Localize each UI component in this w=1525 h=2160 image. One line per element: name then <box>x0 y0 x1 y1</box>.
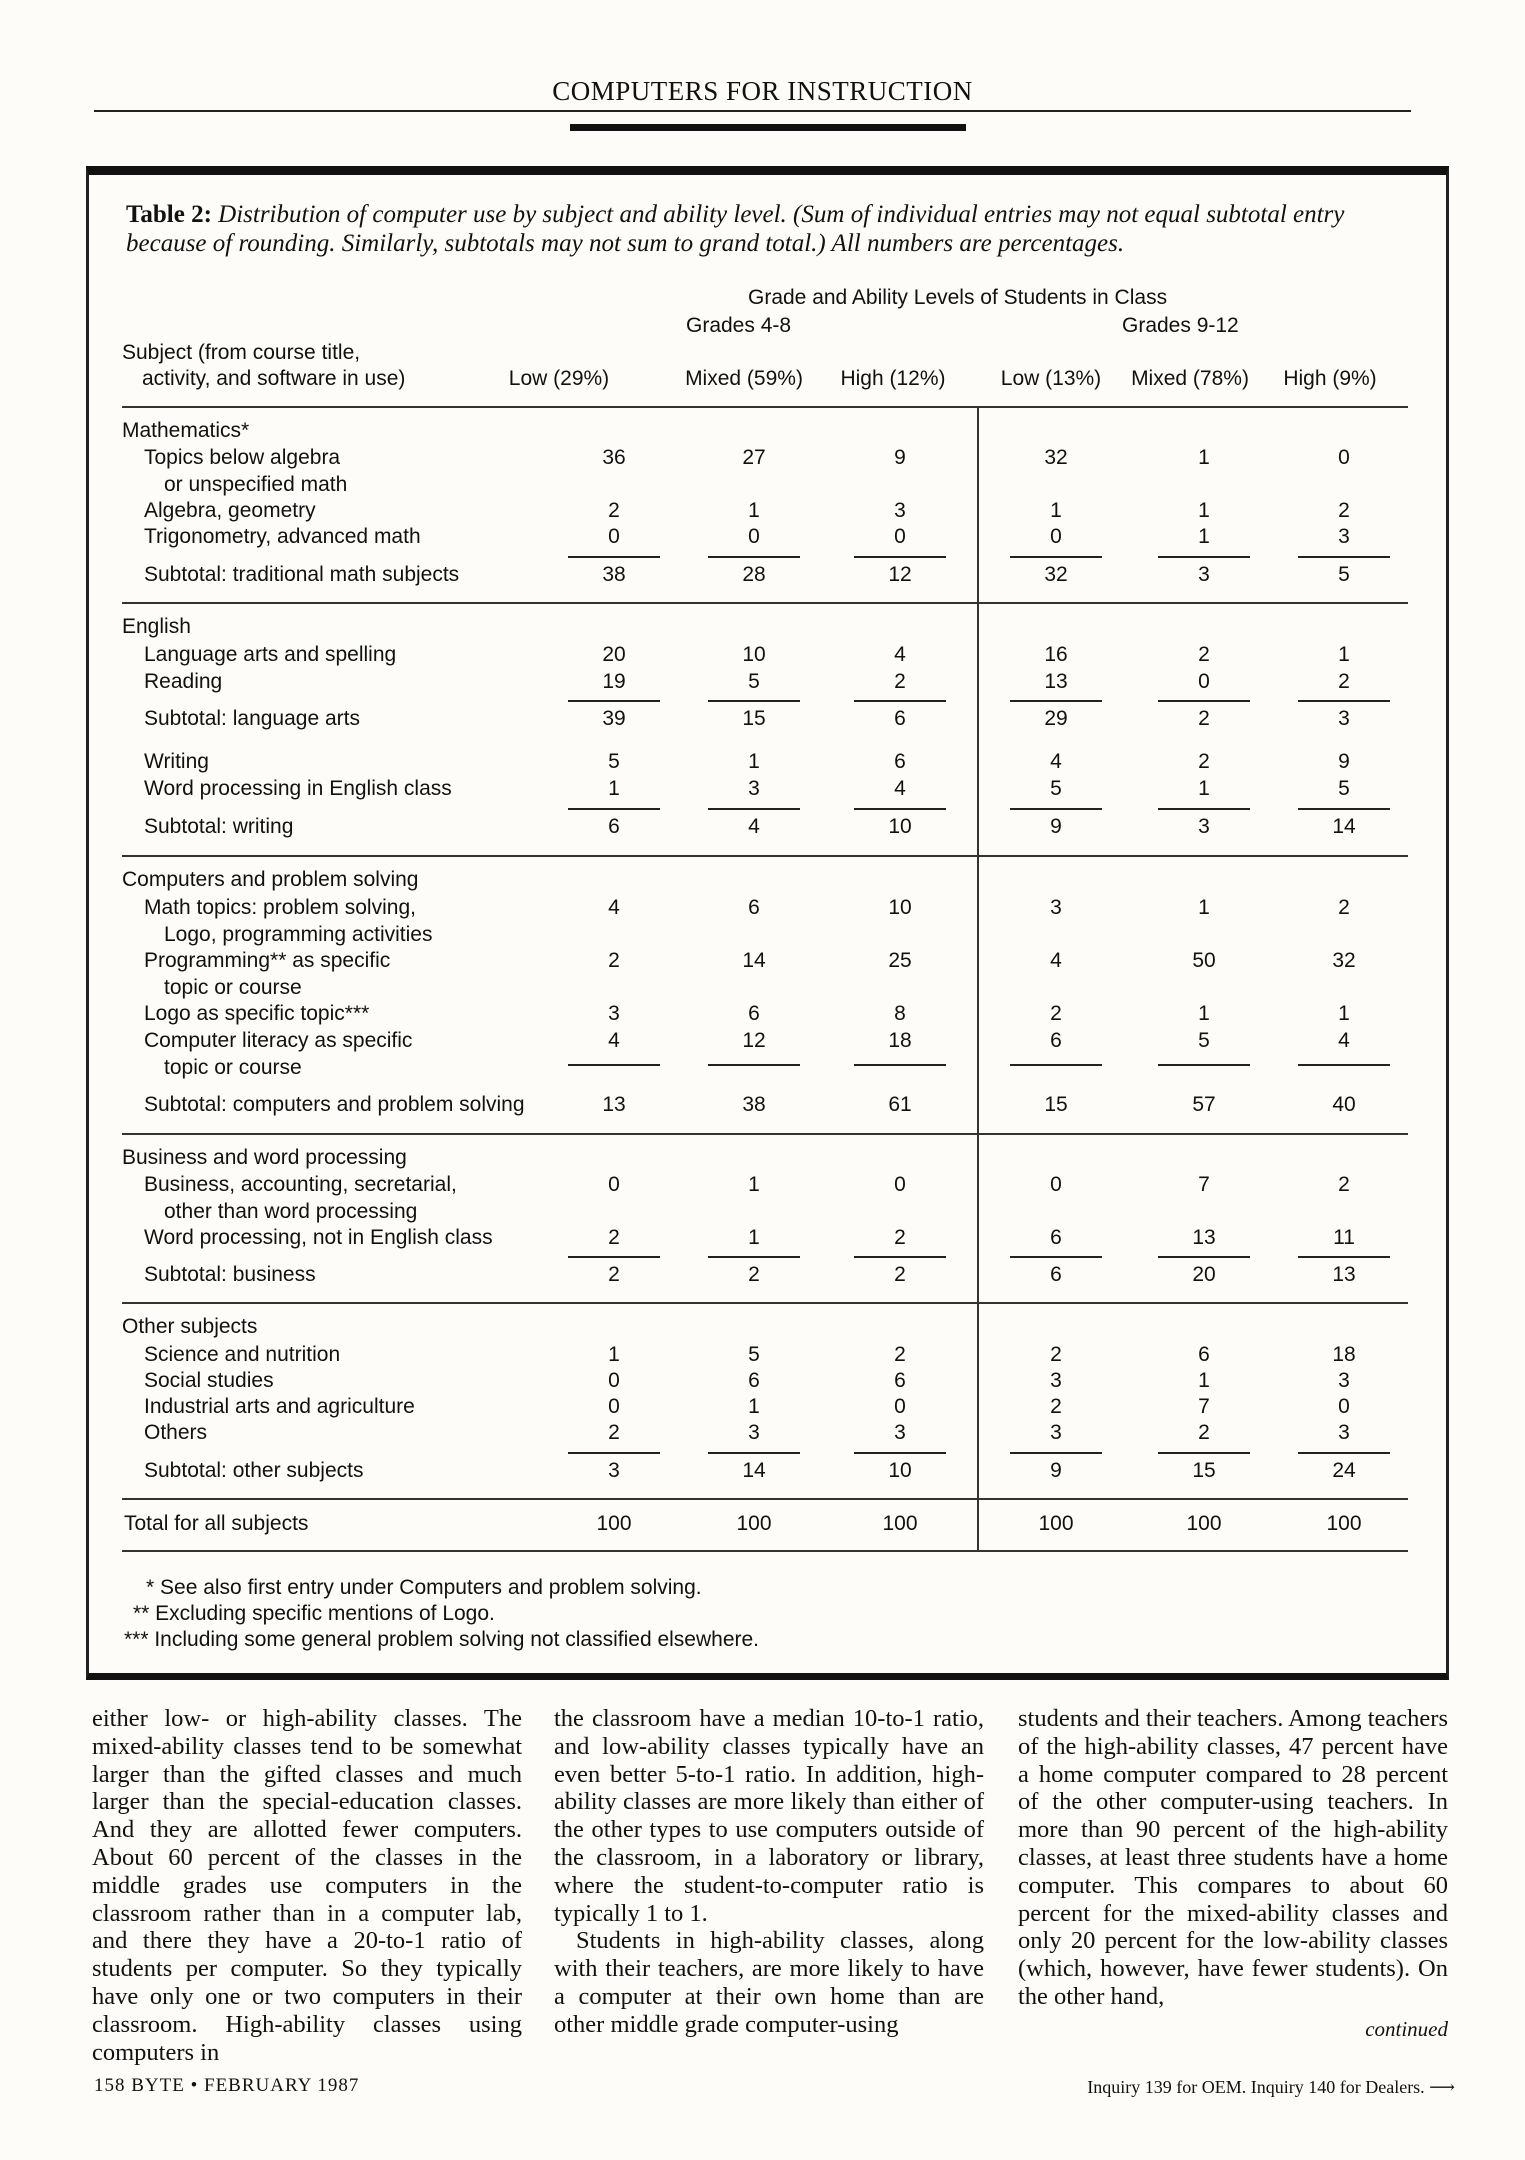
cell: 7 <box>1198 1395 1210 1418</box>
subtotal-rule <box>854 808 946 810</box>
cell: 20 <box>602 643 626 666</box>
subtotal-rule <box>1298 808 1390 810</box>
cell: 28 <box>742 563 766 586</box>
body-column-2 <box>554 1705 984 2039</box>
cell: 0 <box>894 1395 906 1418</box>
cell: 2 <box>1338 670 1350 693</box>
cell: 0 <box>608 1173 620 1196</box>
footnote: * See also first entry under Computers and problem solving. <box>146 1576 702 1599</box>
cell: 5 <box>1338 777 1350 800</box>
cell: 19 <box>602 670 626 693</box>
row-label: Algebra, geometry <box>144 499 316 522</box>
cell: 2 <box>608 499 620 522</box>
subtotal-rule <box>854 700 946 702</box>
cell: 5 <box>748 1343 760 1366</box>
subtotal-rule <box>708 556 800 558</box>
col-header: High (9%) <box>1283 367 1377 390</box>
subtotal-rule <box>1158 1064 1250 1066</box>
cell: 38 <box>742 1093 766 1116</box>
cell: 57 <box>1192 1093 1216 1116</box>
cell: 38 <box>602 563 626 586</box>
cell: 10 <box>742 643 766 666</box>
cell: 0 <box>1050 1173 1062 1196</box>
cell: 100 <box>882 1512 918 1535</box>
cell: 4 <box>1050 750 1062 773</box>
cell: 2 <box>894 1263 906 1286</box>
row-label: Computer literacy as specific <box>144 1029 413 1052</box>
footnote: ** Excluding specific mentions of Logo. <box>133 1602 495 1625</box>
row-label: Subtotal: business <box>144 1263 316 1286</box>
section-title: Mathematics* <box>122 419 250 442</box>
cell: 32 <box>1332 949 1356 972</box>
subtotal-rule <box>1158 700 1250 702</box>
col-header: Low (29%) <box>508 367 610 390</box>
cell: 32 <box>1044 563 1068 586</box>
subtotal-rule <box>568 556 660 558</box>
cell: 1 <box>1198 499 1210 522</box>
cell: 6 <box>748 1369 760 1392</box>
row-label: Subtotal: writing <box>144 815 294 838</box>
cell: 1 <box>608 1343 620 1366</box>
cell: 1 <box>1338 1002 1350 1025</box>
section-title: Business and word processing <box>122 1146 407 1169</box>
table-caption <box>126 200 1406 258</box>
cell: 4 <box>608 1029 620 1052</box>
subtotal-rule <box>1298 556 1390 558</box>
cell: 3 <box>1050 1421 1062 1444</box>
subtotal-rule <box>1158 1452 1250 1454</box>
row-label: Word processing, not in English class <box>144 1226 493 1249</box>
cell: 1 <box>748 750 760 773</box>
cell: 13 <box>1332 1263 1356 1286</box>
cell: 2 <box>1198 750 1210 773</box>
cell: 1 <box>1198 1369 1210 1392</box>
cell: 6 <box>1198 1343 1210 1366</box>
section-divider <box>122 1550 1408 1552</box>
cell: 2 <box>1338 896 1350 919</box>
cell: 18 <box>888 1029 912 1052</box>
section-divider <box>122 1498 1408 1500</box>
header-rule <box>94 110 1411 112</box>
cell: 100 <box>1038 1512 1074 1535</box>
group-header: Grade and Ability Levels of Students in Class <box>748 286 1168 309</box>
cell: 2 <box>1050 1395 1062 1418</box>
subtotal-rule <box>854 556 946 558</box>
cell: 6 <box>894 707 906 730</box>
subtotal-rule <box>1010 1064 1102 1066</box>
cell: 1 <box>748 1226 760 1249</box>
col-header: Low (13%) <box>1000 367 1102 390</box>
cell: 4 <box>748 815 760 838</box>
cell: 100 <box>596 1512 632 1535</box>
header-divider <box>122 406 1408 408</box>
cell: 2 <box>1338 1173 1350 1196</box>
cell: 14 <box>1332 815 1356 838</box>
cell: 3 <box>894 1421 906 1444</box>
cell: 3 <box>1050 896 1062 919</box>
cell: 10 <box>888 896 912 919</box>
cell: 2 <box>1338 499 1350 522</box>
cell: 2 <box>608 1226 620 1249</box>
cell: 2 <box>1198 707 1210 730</box>
cell: 15 <box>1044 1093 1068 1116</box>
cell: 3 <box>608 1459 620 1482</box>
cell: 15 <box>742 707 766 730</box>
row-label: Subtotal: traditional math subjects <box>144 563 460 586</box>
subject-header-line1: Subject (from course title, <box>122 341 361 364</box>
cell: 12 <box>742 1029 766 1052</box>
subtotal-rule <box>568 1256 660 1258</box>
subtotal-rule <box>1158 1256 1250 1258</box>
cell: 2 <box>748 1263 760 1286</box>
cell: 12 <box>888 563 912 586</box>
cell: 3 <box>1338 707 1350 730</box>
section-title: English <box>122 615 191 638</box>
subtotal-rule <box>1298 700 1390 702</box>
cell: 4 <box>894 777 906 800</box>
header-bar <box>570 124 966 131</box>
subtotal-rule <box>708 1256 800 1258</box>
row-label: Subtotal: computers and problem solving <box>144 1093 525 1116</box>
cell: 14 <box>742 1459 766 1482</box>
cell: 1 <box>1050 499 1062 522</box>
cell: 1 <box>1338 643 1350 666</box>
section-divider <box>122 855 1408 857</box>
cell: 6 <box>608 815 620 838</box>
cell: 1 <box>748 1395 760 1418</box>
row-label: Total for all subjects <box>124 1512 309 1535</box>
cell: 1 <box>1198 896 1210 919</box>
subtotal-rule <box>854 1064 946 1066</box>
cell: 100 <box>1186 1512 1222 1535</box>
caption-label: Table 2: <box>126 201 212 228</box>
cell: 100 <box>1326 1512 1362 1535</box>
cell: 6 <box>748 896 760 919</box>
cell: 13 <box>1044 670 1068 693</box>
section-title: Other subjects <box>122 1315 258 1338</box>
cell: 2 <box>1050 1343 1062 1366</box>
cell: 5 <box>748 670 760 693</box>
col-header: High (12%) <box>840 367 946 390</box>
cell: 0 <box>1050 525 1062 548</box>
subtotal-rule <box>1010 700 1102 702</box>
subtotal-rule <box>1298 1452 1390 1454</box>
section-divider <box>122 1302 1408 1304</box>
cell: 40 <box>1332 1093 1356 1116</box>
cell: 18 <box>1332 1343 1356 1366</box>
row-label: Programming** as specific <box>144 949 391 972</box>
cell: 15 <box>1192 1459 1216 1482</box>
cell: 3 <box>894 499 906 522</box>
cell: 2 <box>1198 1421 1210 1444</box>
grade-column-divider <box>977 406 979 1552</box>
cell: 2 <box>894 1226 906 1249</box>
cell: 5 <box>608 750 620 773</box>
cell: 3 <box>748 1421 760 1444</box>
subtotal-rule <box>1010 556 1102 558</box>
row-label: Math topics: problem solving, <box>144 896 416 919</box>
cell: 3 <box>1050 1369 1062 1392</box>
cell: 36 <box>602 446 626 469</box>
cell: 9 <box>1050 815 1062 838</box>
cell: 2 <box>1050 1002 1062 1025</box>
cell: 9 <box>1338 750 1350 773</box>
cell: 5 <box>1338 563 1350 586</box>
cell: 0 <box>1338 1395 1350 1418</box>
running-head: COMPUTERS FOR INSTRUCTION <box>552 76 973 106</box>
body-paragraph: the classroom have a median 10-to-1 ratio, and low-ability classes typically have an even better 5-to-1 ratio. In addition, high-ability classes are more likely than either of the other types to use computers outside of the classroom, in a laboratory or library, where the student-to-computer ratio is typically 1 to 1. <box>554 1705 984 1927</box>
cell: 9 <box>894 446 906 469</box>
section-divider <box>122 602 1408 604</box>
cell: 20 <box>1192 1263 1216 1286</box>
col-header: Mixed (78%) <box>1131 367 1249 390</box>
row-label-cont: topic or course <box>164 1056 302 1079</box>
subtotal-rule <box>708 700 800 702</box>
cell: 6 <box>748 1002 760 1025</box>
cell: 39 <box>602 707 626 730</box>
row-label: Subtotal: other subjects <box>144 1459 364 1482</box>
cell: 50 <box>1192 949 1216 972</box>
cell: 27 <box>742 446 766 469</box>
row-label-cont: other than word processing <box>164 1200 418 1223</box>
cell: 4 <box>608 896 620 919</box>
cell: 2 <box>894 670 906 693</box>
cell: 9 <box>1050 1459 1062 1482</box>
row-label: Language arts and spelling <box>144 643 397 666</box>
cell: 2 <box>608 1421 620 1444</box>
cell: 3 <box>1338 525 1350 548</box>
cell: 2 <box>894 1343 906 1366</box>
row-label: Topics below algebra <box>144 446 341 469</box>
cell: 16 <box>1044 643 1068 666</box>
row-label: Industrial arts and agriculture <box>144 1395 415 1418</box>
cell: 1 <box>608 777 620 800</box>
cell: 1 <box>1198 525 1210 548</box>
cell: 3 <box>1198 563 1210 586</box>
cell: 0 <box>1338 446 1350 469</box>
cell: 4 <box>1050 949 1062 972</box>
cell: 3 <box>608 1002 620 1025</box>
subtotal-rule <box>568 808 660 810</box>
row-label: Reading <box>144 670 223 693</box>
cell: 24 <box>1332 1459 1356 1482</box>
row-label-cont: or unspecified math <box>164 473 348 496</box>
cell: 2 <box>608 1263 620 1286</box>
footnote: *** Including some general problem solving not classified elsewhere. <box>124 1628 760 1651</box>
cell: 32 <box>1044 446 1068 469</box>
subtotal-rule <box>568 1452 660 1454</box>
cell: 14 <box>742 949 766 972</box>
cell: 3 <box>1338 1421 1350 1444</box>
subtotal-rule <box>1158 556 1250 558</box>
cell: 7 <box>1198 1173 1210 1196</box>
col-header: Mixed (59%) <box>685 367 803 390</box>
cell: 6 <box>894 750 906 773</box>
cell: 29 <box>1044 707 1068 730</box>
subtotal-rule <box>708 1064 800 1066</box>
cell: 3 <box>748 777 760 800</box>
row-label: Social studies <box>144 1369 274 1392</box>
cell: 2 <box>1198 643 1210 666</box>
cell: 0 <box>608 525 620 548</box>
cell: 25 <box>888 949 912 972</box>
cell: 4 <box>894 643 906 666</box>
subtotal-rule <box>1298 1256 1390 1258</box>
subtotal-rule <box>1010 1256 1102 1258</box>
cell: 3 <box>1198 815 1210 838</box>
cell: 2 <box>608 949 620 972</box>
body-column-1 <box>92 1705 522 2066</box>
cell: 6 <box>1050 1226 1062 1249</box>
grade-group-4-8: Grades 4-8 <box>686 314 792 337</box>
continued-note: continued <box>1365 2017 1448 2041</box>
cell: 0 <box>748 525 760 548</box>
cell: 13 <box>602 1093 626 1116</box>
cell: 0 <box>894 525 906 548</box>
cell: 6 <box>1050 1029 1062 1052</box>
cell: 0 <box>1198 670 1210 693</box>
subtotal-rule <box>854 1256 946 1258</box>
row-label: Science and nutrition <box>144 1343 341 1366</box>
cell: 0 <box>608 1369 620 1392</box>
section-divider <box>122 1133 1408 1135</box>
row-label: Business, accounting, secretarial, <box>144 1173 457 1196</box>
grade-group-9-12: Grades 9-12 <box>1122 314 1239 337</box>
row-label: Logo as specific topic*** <box>144 1002 370 1025</box>
row-label: Writing <box>144 750 209 773</box>
cell: 1 <box>1198 446 1210 469</box>
cell: 1 <box>748 499 760 522</box>
subtotal-rule <box>708 1452 800 1454</box>
cell: 13 <box>1192 1226 1216 1249</box>
cell: 8 <box>894 1002 906 1025</box>
cell: 0 <box>894 1173 906 1196</box>
cell: 4 <box>1338 1029 1350 1052</box>
cell: 100 <box>736 1512 772 1535</box>
row-label: Subtotal: language arts <box>144 707 360 730</box>
subtotal-rule <box>1298 1064 1390 1066</box>
row-label-cont: topic or course <box>164 976 302 999</box>
cell: 0 <box>608 1395 620 1418</box>
cell: 5 <box>1050 777 1062 800</box>
cell: 1 <box>1198 777 1210 800</box>
row-label: Trigonometry, advanced math <box>144 525 421 548</box>
inquiry-note: Inquiry 139 for OEM. Inquiry 140 for Dealers. ⟶ <box>1087 2077 1455 2097</box>
row-label: Others <box>144 1421 208 1444</box>
cell: 6 <box>894 1369 906 1392</box>
cell: 10 <box>888 1459 912 1482</box>
cell: 11 <box>1333 1226 1355 1249</box>
page-folio: 158 BYTE • FEBRUARY 1987 <box>94 2075 360 2096</box>
subtotal-rule <box>1158 808 1250 810</box>
cell: 1 <box>1198 1002 1210 1025</box>
cell: 5 <box>1198 1029 1210 1052</box>
body-paragraph: Students in high-ability classes, along with their teachers, are more likely to have a computer at their own home than are other middle grade computer-using <box>554 1927 984 2038</box>
body-paragraph: students and their teachers. Among teachers of the high-ability classes, 47 percent have a home computer compared to 28 percent of the other computer-using teachers. In more than 90 percent of the high-ability classes, at least three students have a home computer. This compares to about 60 percent for the mixed-ability classes and only 20 percent for the low-ability classes (which, however, have fewer students). On the other hand, <box>1018 1705 1448 2010</box>
cell: 10 <box>888 815 912 838</box>
subtotal-rule <box>854 1452 946 1454</box>
row-label-cont: Logo, programming activities <box>164 923 433 946</box>
caption-text: Distribution of computer use by subject and ability level. (Sum of individual entries may not equal subtotal entry because of rounding. Similarly, subtotals may not sum to grand total.) All numbers are percentages. <box>126 201 1345 257</box>
body-column-3 <box>1018 1705 1448 2011</box>
subject-header-line2: activity, and software in use) <box>142 367 406 390</box>
cell: 6 <box>1050 1263 1062 1286</box>
cell: 61 <box>888 1093 912 1116</box>
cell: 1 <box>748 1173 760 1196</box>
subtotal-rule <box>708 808 800 810</box>
body-paragraph: either low- or high-ability classes. The mixed-ability classes tend to be somewhat larger than the gifted classes and much larger than the special-education classes. And they are allotted fewer computers. About 60 percent of the classes in the middle grades use computers in the classroom rather than in a computer lab, and there they have a 20-to-1 ratio of students per computer. So they typically have only one or two computers in their classroom. High-ability classes using computers in <box>92 1705 522 2066</box>
row-label: Word processing in English class <box>144 777 452 800</box>
section-title: Computers and problem solving <box>122 868 419 891</box>
subtotal-rule <box>568 700 660 702</box>
subtotal-rule <box>1010 808 1102 810</box>
subtotal-rule <box>568 1064 660 1066</box>
cell: 3 <box>1338 1369 1350 1392</box>
subtotal-rule <box>1010 1452 1102 1454</box>
